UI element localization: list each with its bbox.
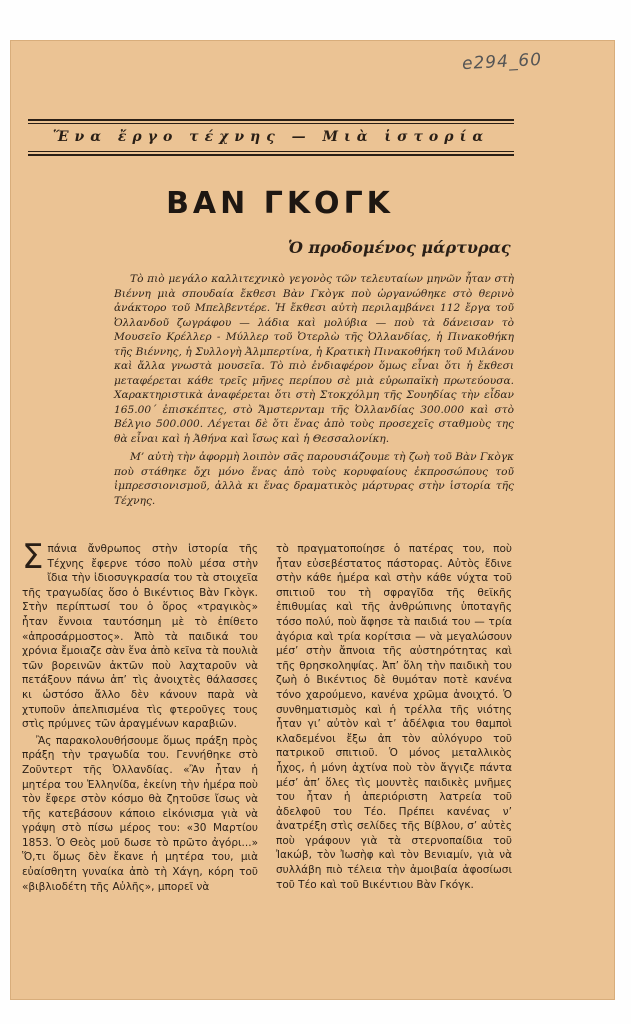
series-heading: Ἕνα ἔργο τέχνης — Μιὰ ἱστορία <box>52 129 490 145</box>
top-rule-thin <box>28 123 514 124</box>
article-title: ΒΑΝ ΓΚΟΓΚ <box>166 186 394 221</box>
bottom-rule-thin <box>28 151 514 152</box>
handwritten-catalog-number: e294_60 <box>461 49 543 75</box>
body-paragraph: Ἂς παρακολουθήσουμε ὅμως πράξη πρὸς πράξη τὴν τραγωδία του. Γεννήθηκε στὸ Ζοῦντερτ τῆς Ὀλλανδίας. «Ἂν ἦταν ἡ μητέρα του Ἑλληνίδα, ἐκείνη τὴν ἡμέρα ποὺ τὸν ἔφερε στὸν κόσμο θὰ ζητοῦσε ἴσως νὰ τῆς κατεβάσουν κάποιο εἰκόνισμα γιὰ νὰ γράψη στὸ πίσω μέρος του: «30 Μαρτίου 1853. Ὁ Θεὸς μοῦ δωσε τὸ πρῶτο ἀγόρι...» Ὅ,τι ὅμως δὲν ἔκανε ἡ μητέρα του, μιὰ εὐαίσθητη γυναίκα ἀπὸ τὴ Χάγη, κόρη τοῦ «βιβλιοδέτη τῆς Αὐλῆς», μπορεῖ νὰ <box>22 734 258 893</box>
body-paragraph: τὸ πραγματοποίησε ὁ πατέρας του, ποὺ ἦταν εὐσεβέστατος πάστορας. Αὐτὸς ἔδινε στὴν κάθε ἡμέρα καὶ στὴν κάθε νύχτα τοῦ σπιτιοῦ του τὴ σφραγῖδα τῆς θεϊκῆς ἐπιθυμίας καὶ τῆς ἀνθρώπινης ὑποταγῆς τόσο πολύ, ποὺ ἄφησε τὰ παιδιά του — τρία ἀγόρια καὶ τρία κορίτσια — νὰ μεγαλώσουν μέσ’ στὴν ἄπνοια τῆς αὐστηρότητας καὶ τῆς θρησκοληψίας. Ἀπ’ ὅλη τὴν παιδικὴ του ζωὴ ὁ Βικέντιος δὲ θυμόταν ποτὲ κανένα τόνο χαρούμενο, κανένα χρῶμα ἀνοιχτό. Ὁ συνθηματισμὸς καὶ ἡ τρέλλα τῆς νιότης ἦταν γι’ αὐτὸν καὶ τ’ ἀδέλφια του θαμποὶ κλαδεμένοι ἔξω ἀπ τὸν αὐλόγυρο τοῦ πατρικοῦ σπιτιοῦ. Ὁ μόνος μεταλλικὸς ἦχος, ἡ μόνη ἀχτίνα ποὺ τὸν ἄγγιζε πάντα μέσ’ ἀπ’ ὅλες τὶς μουντὲς παιδικὲς μνῆμες του ἦταν ἡ ἀπεριόριστη λατρεία τοῦ ἀδελφοῦ του Τέο. Πρέπει κανένας ν’ ἀνατρέξη στὶς σελίδες τῆς Βίβλου, σ’ αὐτὲς ποὺ γράφουν γιὰ τὰ στερνοπαίδια τοῦ Ἰακώβ, τὸν Ἰωσὴφ καὶ τὸν Βενιαμίν, γιὰ νὰ συλλάβη πιὸ τέλεια τὴν ἀμοιβαία ἀφοσίωσι τοῦ Τέο καὶ τοῦ Βικέντιου Βὰν Γκόγκ. <box>276 543 512 891</box>
body-column-right <box>276 542 512 894</box>
body-column-left <box>22 537 258 896</box>
intro-block <box>114 272 514 512</box>
top-rule <box>28 119 514 121</box>
body-paragraph: Σπάνια ἄνθρωπος στὴν ἱστορία τῆς Τέχνης ἔφερνε τόσο πολὺ μέσα στὴν ἴδια τὴν ἰδιοσυγκρασία του τὰ στοιχεῖα τῆς τραγωδίας ὅσο ὁ Βικέντιος Βὰν Γκὸγκ. Στὴν περίπτωσί του ὁ ὅρος «τραγικὸς» ἦταν ἔννοια ταυτόσημη μὲ τὸ ἐπίθετο «ἀπροσάρμοστος». Ἀπὸ τὰ παιδικά του χρόνια ἔμοιαζε σὰν ἕνα ἀπὸ κεῖνα τὰ πουλιὰ τῶν βορεινῶν ἀκτῶν ποὺ λαχταροῦν νὰ πετάξουν πάνω ἀπ’ τὶς ἀνοιχτὲς θάλασσες κι ὡστόσο ἄλλο δὲν κάνουν παρὰ νὰ χτυποῦν ἀπελπισμένα τὶς φτεροῦγες τους στὶς πρύμνες τῶν ἀραγμένων καραβιῶν. <box>22 537 258 731</box>
article-subtitle: Ὁ προδομένος μάρτυρας <box>288 238 511 257</box>
drop-cap: Σ <box>22 537 44 577</box>
intro-paragraph: Μ’ αὐτὴ τὴν ἀφορμὴ λοιπὸν σᾶς παρουσιάζουμε τὴ ζωὴ τοῦ Βὰν Γκὸγκ ποὺ στάθηκε ὄχι μόνο ἕνας ἀπὸ τοὺς κορυφαίους ἐκπροσώπους τοῦ ἰμπρεσσιονισμοῦ, ἀλλὰ κι ἕνας δραματικὸς μάρτυρας στὴν ἱστορία τῆς Τέχνης. <box>114 451 514 507</box>
intro-paragraph: Τὸ πιὸ μεγάλο καλλιτεχνικὸ γεγονὸς τῶν τελευταίων μηνῶν ἦταν στὴ Βιέννη μιὰ σπουδαία ἔκθεσι Βὰν Γκὸγκ ποὺ ὠργανώθηκε στὸ θερινὸ ἀνάκτορο τοῦ Μπελβεντέρε. Ἡ ἔκθεσι αὐτὴ περιλαμβάνει 112 ἔργα τοῦ Ὀλλανδοῦ ζωγράφου — λάδια καὶ μολύβια — ποὺ τὰ δάνεισαν τὸ Μουσεῖο Κρέλλερ - Μύλλερ τοῦ Ὀτερλὼ τῆς Ὀλλανδίας, ἡ Πινακοθήκη τῆς Βιέννης, ἡ Συλλογὴ Ἀλμπερτίνα, ἡ Κρατικὴ Πινακοθήκη τοῦ Μιλάνου καὶ ἄλλα γνωστὰ μουσεῖα. Τὸ πιὸ ἐνδιαφέρον ὅμως εἶναι ὅτι ἡ ἔκθεσι μεταφέρεται κάθε τρεῖς μῆνες περίπου σὲ μιὰ εὐρωπαϊκὴ πρωτεύουσα. Χαρακτηριστικὰ ἀναφέρεται ὅτι στὴ Στοκχόλμη τῆς Σουηδίας τὴν εἶδαν 165.00΄ ἐπισκέπτες, στὸ Ἄμστερνταμ τῆς Ὀλλανδίας 300.000 καὶ στὸ Βέλγιο 500.000. Λέγεται δὲ ὅτι ἕνας ἀπὸ τοὺς προσεχεῖς σταθμοὺς της θὰ εἶναι καὶ ἡ Ἀθήνα καὶ ἴσως καὶ ἡ Θεσσαλονίκη. <box>114 273 514 445</box>
bottom-rule <box>28 154 514 156</box>
